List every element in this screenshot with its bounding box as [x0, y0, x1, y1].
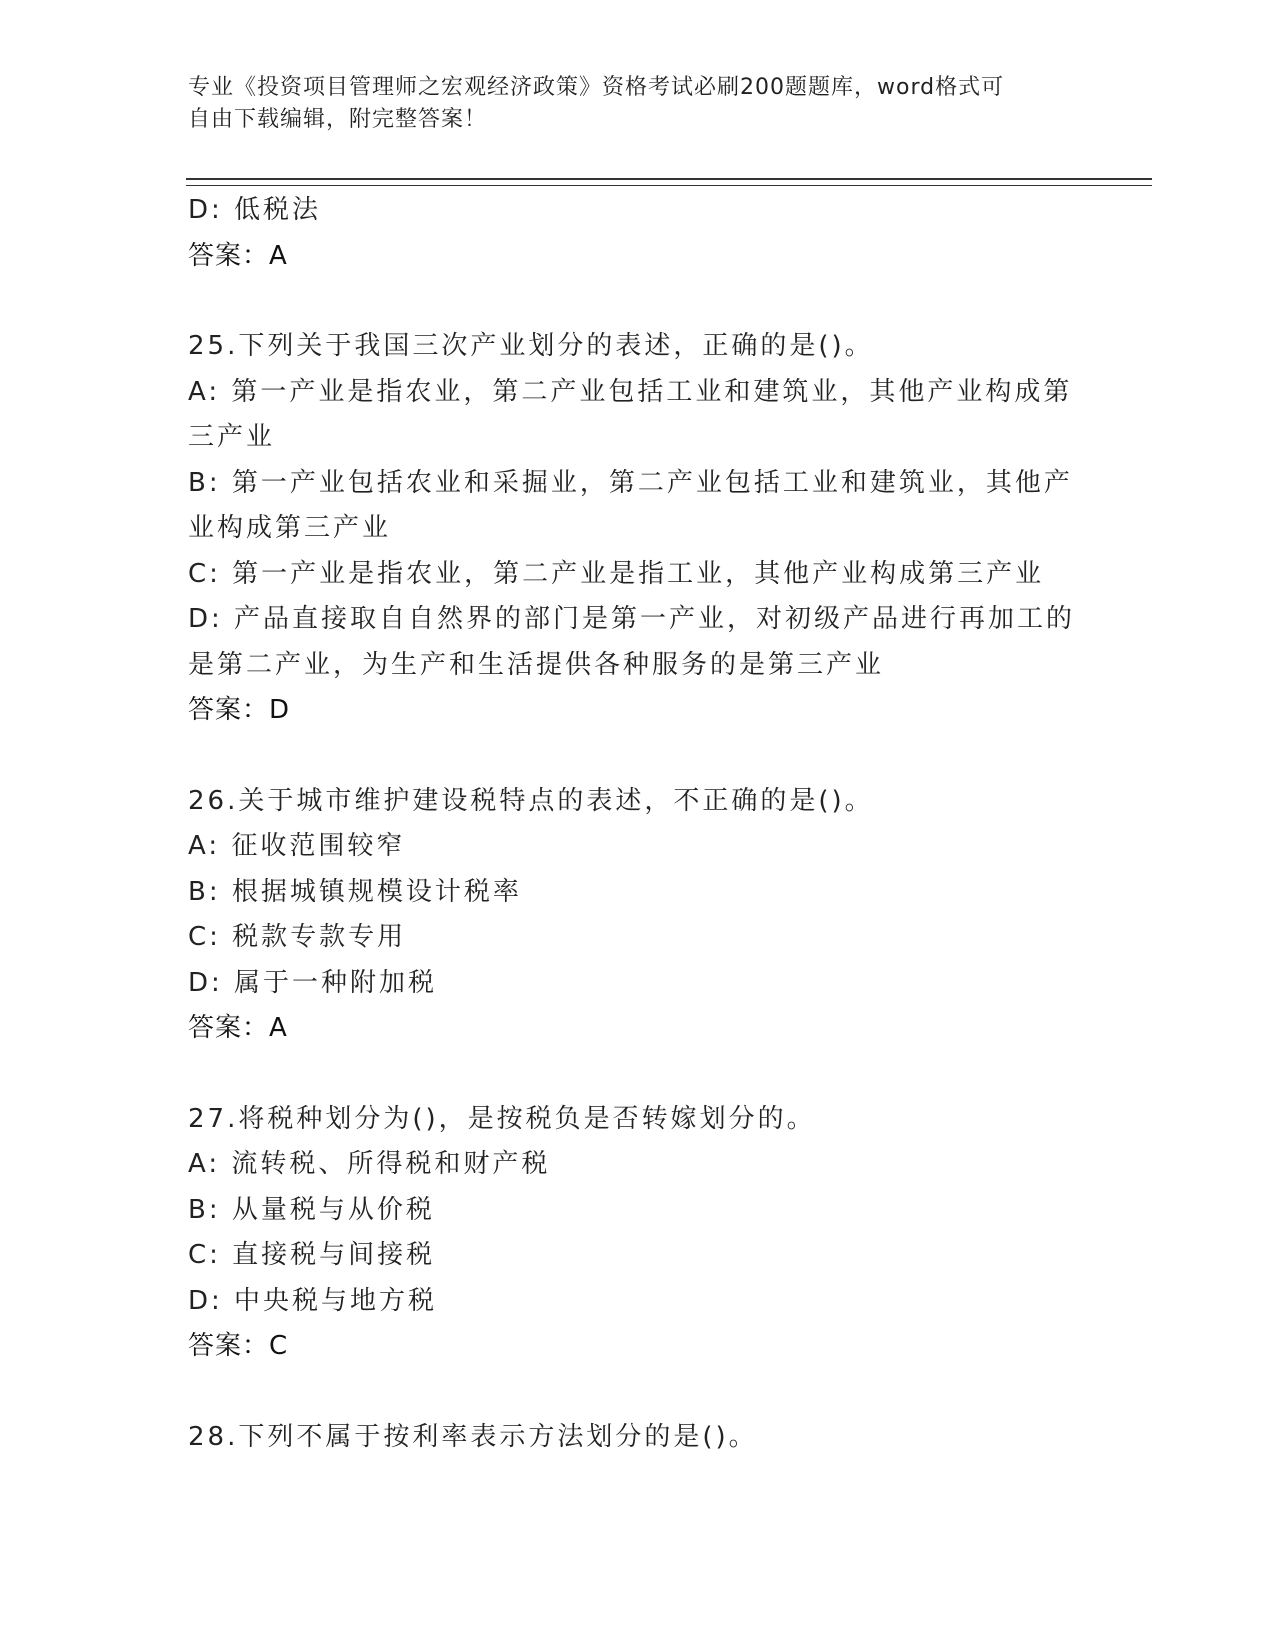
question-block-28 — [188, 1415, 1088, 1461]
option-c: C: 第一产业是指农业，第二产业是指工业，其他产业构成第三产业 — [188, 558, 1045, 589]
header-title-line-1: 专业《投资项目管理师之宏观经济政策》资格考试必刷200题题库，word格式可 — [188, 75, 1005, 100]
option-a-line-1: A: 第一产业是指农业，第二产业包括工业和建筑业，其他产业构成第 — [188, 376, 1073, 407]
option-b-line-2: 业构成第三产业 — [188, 513, 392, 543]
question-stem: 26.关于城市维护建设税特点的表述，不正确的是()。 — [188, 785, 874, 816]
document-header — [188, 72, 1068, 136]
option-d-line-1: D: 产品直接取自自然界的部门是第一产业，对初级产品进行再加工的 — [188, 604, 1076, 634]
option-b: B: 从量税与从价税 — [188, 1194, 435, 1225]
option-d: D: 中央税与地方税 — [188, 1285, 438, 1316]
question-stem: 25.下列关于我国三次产业划分的表述，正确的是()。 — [188, 331, 874, 361]
spacer — [188, 1370, 1088, 1415]
option-b-line-1: B: 第一产业包括农业和采掘业，第二产业包括工业和建筑业，其他产 — [188, 467, 1073, 498]
question-block-26 — [188, 779, 1088, 1052]
option-a: A: 征收范围较窄 — [188, 831, 406, 861]
answer-label: 答案：C — [188, 1331, 289, 1361]
option-d-line-2: 是第二产业，为生产和生活提供各种服务的是第三产业 — [188, 649, 885, 680]
header-title-line-2: 自由下载编辑，附完整答案！ — [188, 107, 488, 132]
question-stem: 28.下列不属于按利率表示方法划分的是()。 — [188, 1421, 758, 1452]
option-a-line-2: 三产业 — [188, 422, 276, 452]
question-block-27 — [188, 1097, 1088, 1370]
document-body — [188, 188, 1088, 1460]
question-stem: 27.将税种划分为()，是按税负是否转嫁划分的。 — [188, 1103, 816, 1134]
option-c: C: 直接税与间接税 — [188, 1240, 436, 1270]
answer-label: 答案：A — [188, 240, 288, 271]
option-b: B: 根据城镇规模设计税率 — [188, 876, 522, 907]
answer-label: 答案：D — [188, 695, 291, 725]
header-divider — [186, 178, 1152, 186]
question-block-25 — [188, 324, 1088, 734]
option-a: A: 流转税、所得税和财产税 — [188, 1149, 551, 1179]
spacer — [188, 1052, 1088, 1097]
spacer — [188, 279, 1088, 324]
option-d: D: 属于一种附加税 — [188, 967, 438, 998]
spacer — [188, 734, 1088, 779]
option-c: C: 税款专款专用 — [188, 922, 407, 952]
option-d: D: 低税法 — [188, 195, 322, 225]
answer-label: 答案：A — [188, 1013, 288, 1043]
